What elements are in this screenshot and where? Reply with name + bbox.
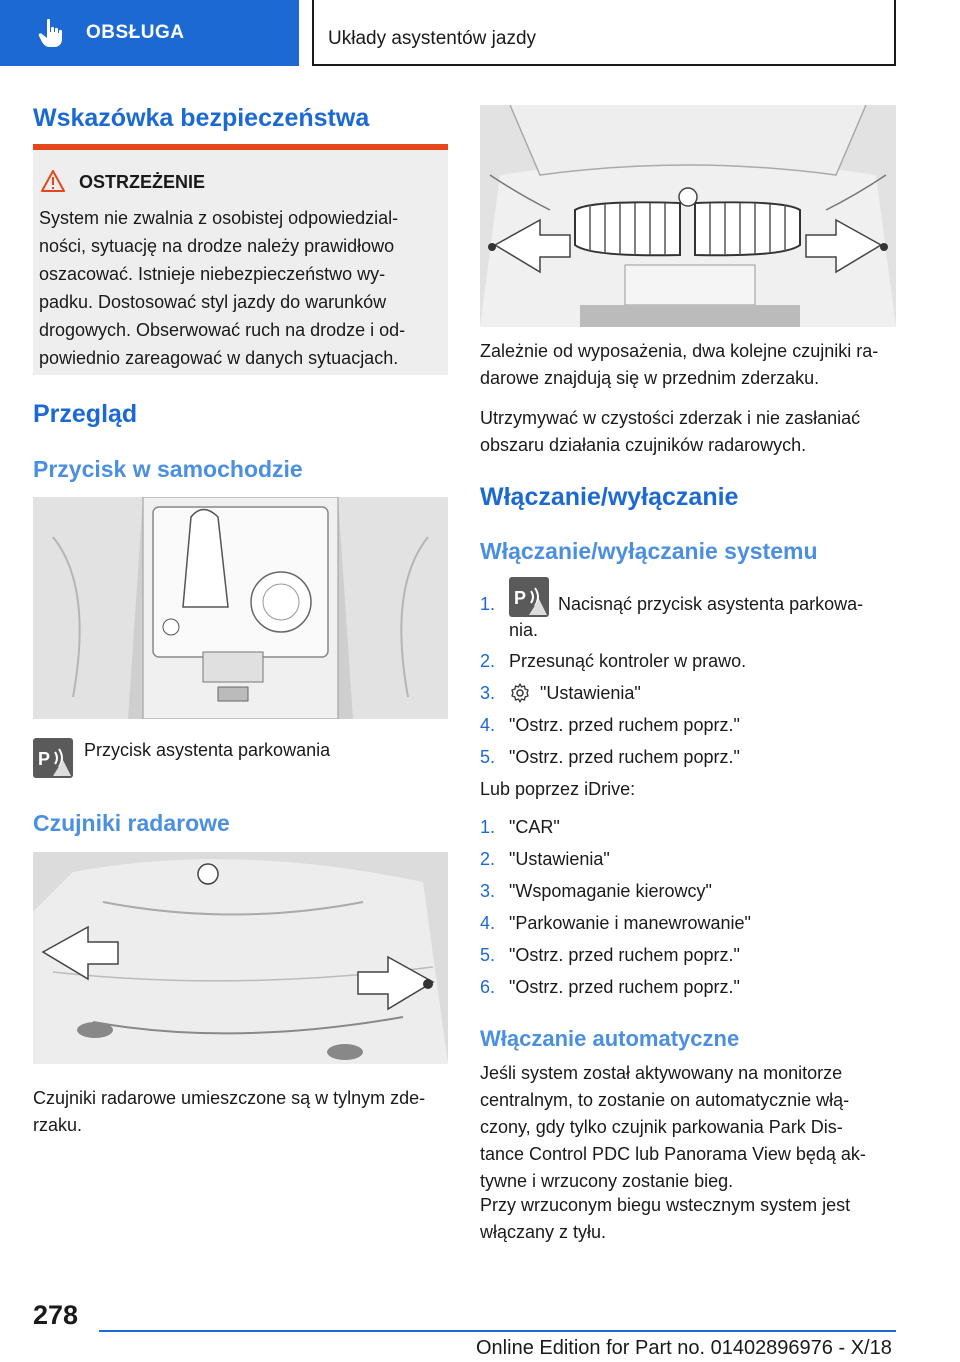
step-number: 2.: [480, 651, 496, 671]
button-caption: Przycisk asystenta parkowania: [84, 740, 331, 760]
step-text: "Ustawienia": [509, 849, 610, 869]
step-number: 3.: [480, 881, 496, 901]
step-text: "Wspomaganie kierowcy": [509, 881, 712, 901]
warning-line: drogowych. Obserwować ruch na drodze i od-: [39, 320, 406, 340]
caption-line: Czujniki radarowe umieszczone są w tylnym zde-: [33, 1088, 426, 1108]
step-number: 4.: [480, 715, 496, 735]
step-number: 4.: [480, 913, 496, 933]
step-text: "Ostrz. przed ruchem poprz.": [509, 945, 740, 965]
step-text: "Ostrz. przed ruchem poprz.": [509, 977, 740, 997]
front-bumper-photo: [480, 105, 896, 327]
text-line: czony, gdy tylko czujnik parkowania Park Dis-: [480, 1117, 843, 1137]
or-idrive-text: Lub poprzez iDrive:: [480, 779, 636, 799]
svg-text:P: P: [514, 588, 527, 608]
caption-line: Zależnie od wyposażenia, dwa kolejne czujniki ra-: [480, 341, 879, 361]
step-text: "Ostrz. przed ruchem poprz.": [509, 747, 740, 767]
step-number: 5.: [480, 945, 496, 965]
caption-line: darowe znajdują się w przednim zderzaku.: [480, 368, 820, 388]
text-line: włączany z tyłu.: [480, 1222, 607, 1242]
text-line: Jeśli system został aktywowany na monitorze: [480, 1063, 843, 1083]
auto-heading: Włączanie automatyczne: [480, 1026, 740, 1051]
warning-title: OSTRZEŻENIE: [79, 172, 206, 192]
step-text: "Ustawienia": [540, 683, 641, 703]
section-tab[interactable]: [0, 0, 299, 66]
warning-text: [39, 204, 444, 372]
footer-rule: [99, 1330, 896, 1332]
warning-triangle-icon: [41, 170, 65, 192]
step-text: "CAR": [509, 817, 560, 837]
step-number: 5.: [480, 747, 496, 767]
step-number: 6.: [480, 977, 496, 997]
step-text: "Ostrz. przed ruchem poprz.": [509, 715, 740, 735]
step-number: 3.: [480, 683, 496, 703]
front-caption: [480, 338, 896, 392]
text-line: Przy wrzuconym biegu wstecznym system jest: [480, 1195, 851, 1215]
hand-pointer-icon: [38, 18, 64, 48]
warning-line: System nie zwalnia z osobistej odpowiedzial-: [39, 208, 399, 228]
section-label: OBSŁUGA: [86, 22, 185, 43]
text-line: tance Control PDC lub Panorama View będą ak-: [480, 1144, 866, 1164]
park-assist-button-icon: [33, 738, 73, 778]
step-number: 1.: [480, 817, 496, 837]
warning-line: powiednio zareagować w danych sytuacjach.: [39, 348, 399, 368]
keep-clean-text: [480, 405, 896, 459]
text-line: Utrzymywać w czystości zderzak i nie zasłaniać: [480, 408, 861, 428]
warning-box: [33, 150, 448, 375]
step-text: Przesunąć kontroler w prawo.: [509, 651, 747, 671]
gear-icon: [510, 683, 530, 703]
edition-text: Online Edition for Part no. 01402896976 - X/18: [476, 1337, 892, 1359]
step-text: "Parkowanie i manewrowanie": [509, 913, 751, 933]
auto-text: [480, 1060, 896, 1195]
svg-text:P: P: [38, 749, 51, 769]
chapter-title: Układy asystentów jazdy: [328, 28, 537, 49]
reverse-text: [480, 1192, 896, 1246]
warning-line: padku. Dostosować styl jazdy do warunków: [39, 292, 387, 312]
caption-line: rzaku.: [33, 1115, 83, 1135]
warning-line: oszacować. Istnieje niebezpieczeństwo wy-: [39, 264, 386, 284]
button-heading: Przycisk w samochodzie: [33, 456, 303, 482]
step-text-cont: nia.: [509, 620, 539, 640]
chapter-header: [312, 0, 896, 66]
step-text: Nacisnąć przycisk asystenta parkowa-: [558, 594, 864, 614]
console-photo: [33, 497, 448, 719]
text-line: tywne i wrzucony zostanie bieg.: [480, 1171, 734, 1191]
radar-heading: Czujniki radarowe: [33, 810, 230, 836]
text-line: centralnym, to zostanie on automatycznie włą-: [480, 1090, 850, 1110]
text-line: obszaru działania czujników radarowych.: [480, 435, 807, 455]
page-number: 278: [33, 1300, 79, 1330]
warning-line: ności, sytuację na drodze należy prawidłowo: [39, 236, 395, 256]
overview-heading: Przegląd: [33, 400, 138, 428]
system-heading: Włączanie/wyłączanie systemu: [480, 538, 818, 564]
onoff-heading: Włączanie/wyłączanie: [480, 483, 739, 511]
radar-caption: [33, 1085, 448, 1139]
step-number: 1.: [480, 594, 496, 614]
rear-bumper-photo: [33, 852, 448, 1064]
safety-heading: Wskazówka bezpieczeństwa: [33, 104, 370, 132]
step-number: 2.: [480, 849, 496, 869]
park-assist-button-icon: [509, 577, 549, 617]
